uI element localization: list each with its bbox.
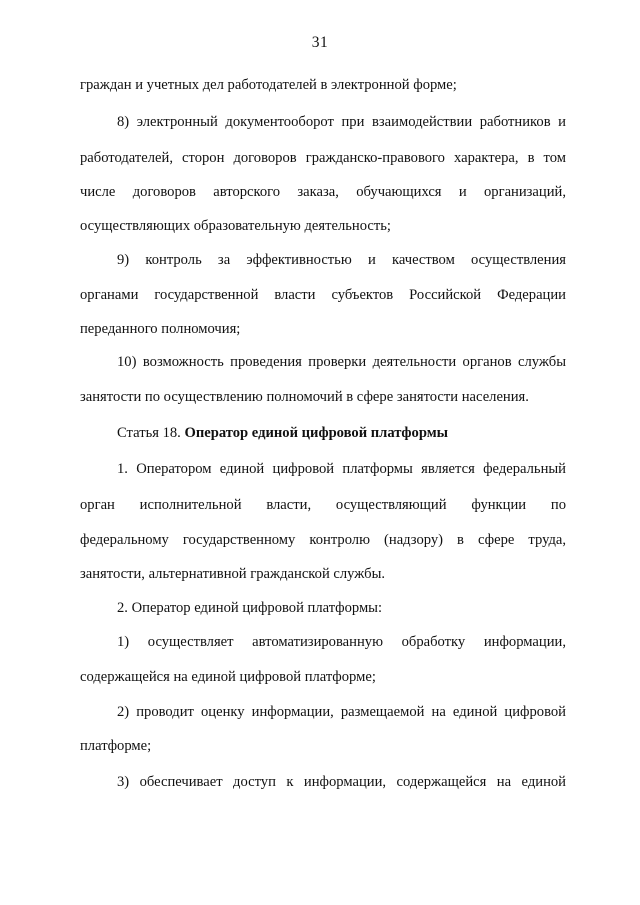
text-line: федеральному государственному контролю (надзору) в сфере труда, [80,532,566,548]
text-line: органами государственной власти субъектов Российской Федерации [80,287,566,303]
text-line: 9) контроль за эффективностью и качеством осуществления [117,252,566,268]
text-line: переданного полномочия; [80,321,241,337]
text-line: занятости, альтернативной гражданской службы. [80,566,386,582]
article-number: Статья 18. [117,425,181,441]
text-line: содержащейся на единой цифровой платформе; [80,669,376,685]
text-line: 1) осуществляет автоматизированную обработку информации, [117,634,566,650]
text-line: граждан и учетных дел работодателей в электронной форме; [80,77,457,93]
text-line: 10) возможность проведения проверки деятельности органов службы [117,354,566,370]
page-number: 31 [311,34,329,51]
text-line: платформе; [80,738,152,754]
text-line: 2) проводит оценку информации, размещаемой на единой цифровой [117,704,566,720]
text-line: числе договоров авторского заказа, обучающихся и организаций, [80,184,566,200]
text-line: 2. Оператор единой цифровой платформы: [117,600,383,616]
text-line: 8) электронный документооборот при взаимодействии работников и [117,114,566,130]
text-line: работодателей, сторон договоров гражданско-правового характера, в том [80,150,566,166]
text-line: 3) обеспечивает доступ к информации, содержащейся на единой [117,774,566,790]
text-line: орган исполнительной власти, осуществляющий функции по [80,497,566,513]
article-heading [117,424,566,442]
text-line: 1. Оператором единой цифровой платформы является федеральный [117,461,566,477]
text-line: занятости по осуществлению полномочий в сфере занятости населения. [80,389,529,405]
article-title: Оператор единой цифровой платформы [184,425,449,441]
text-line: осуществляющих образовательную деятельность; [80,218,391,234]
